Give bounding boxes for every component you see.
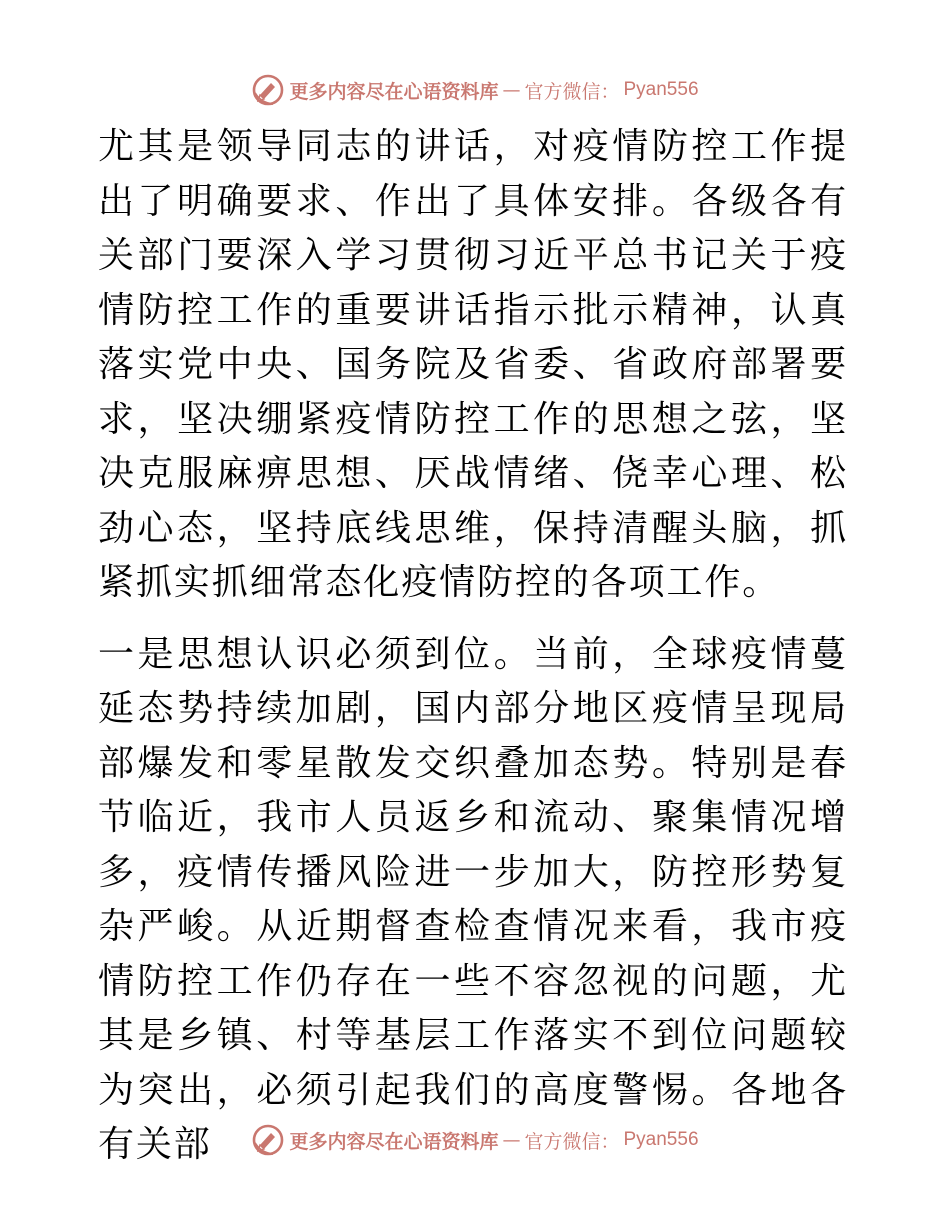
watermark-dash: —	[502, 1129, 521, 1151]
paragraph-2: 一是思想认识必须到位。当前，全球疫情蔓延态势持续加剧，国内部分地区疫情呈现局部爆发和零星散发交织叠加态势。特别是春节临近，我市人员返乡和流动、聚集情况增多，疫情传播风险进一步加大，防控形势复杂严峻。从近期督查检查情况来看，我市疫情防控工作仍存在一些不容忽视的问题，尤其是乡镇、村等基层工作落实不到位问题较为突出，必须引起我们的高度警惕。各地各有关部	[98, 633, 848, 1165]
watermark-wechat-id: Pyan556	[623, 1129, 699, 1150]
pen-logo-icon	[251, 1123, 285, 1157]
watermark-site-text: 更多内容尽在心语资料库	[289, 80, 499, 103]
footer-watermark	[0, 1122, 950, 1158]
watermark-dash: —	[502, 79, 521, 101]
document-body	[98, 120, 848, 1173]
pen-logo-icon	[251, 73, 285, 107]
watermark-wechat-label: 官方微信：	[524, 1130, 620, 1153]
header-watermark	[0, 72, 950, 108]
watermark-wechat-label: 官方微信：	[524, 80, 620, 103]
paragraph-1: 尤其是领导同志的讲话，对疫情防控工作提出了明确要求、作出了具体安排。各级各有关部门要深入学习贯彻习近平总书记关于疫情防控工作的重要讲话指示批示精神，认真落实党中央、国务院及省委、省政府部署要求，坚决绷紧疫情防控工作的思想之弦，坚决克服麻痹思想、厌战情绪、侥幸心理、松劲心态，坚持底线思维，保持清醒头脑，抓紧抓实抓细常态化疫情防控的各项工作。	[98, 126, 848, 603]
watermark-wechat-id: Pyan556	[623, 79, 699, 100]
watermark-site-text: 更多内容尽在心语资料库	[289, 1130, 499, 1153]
